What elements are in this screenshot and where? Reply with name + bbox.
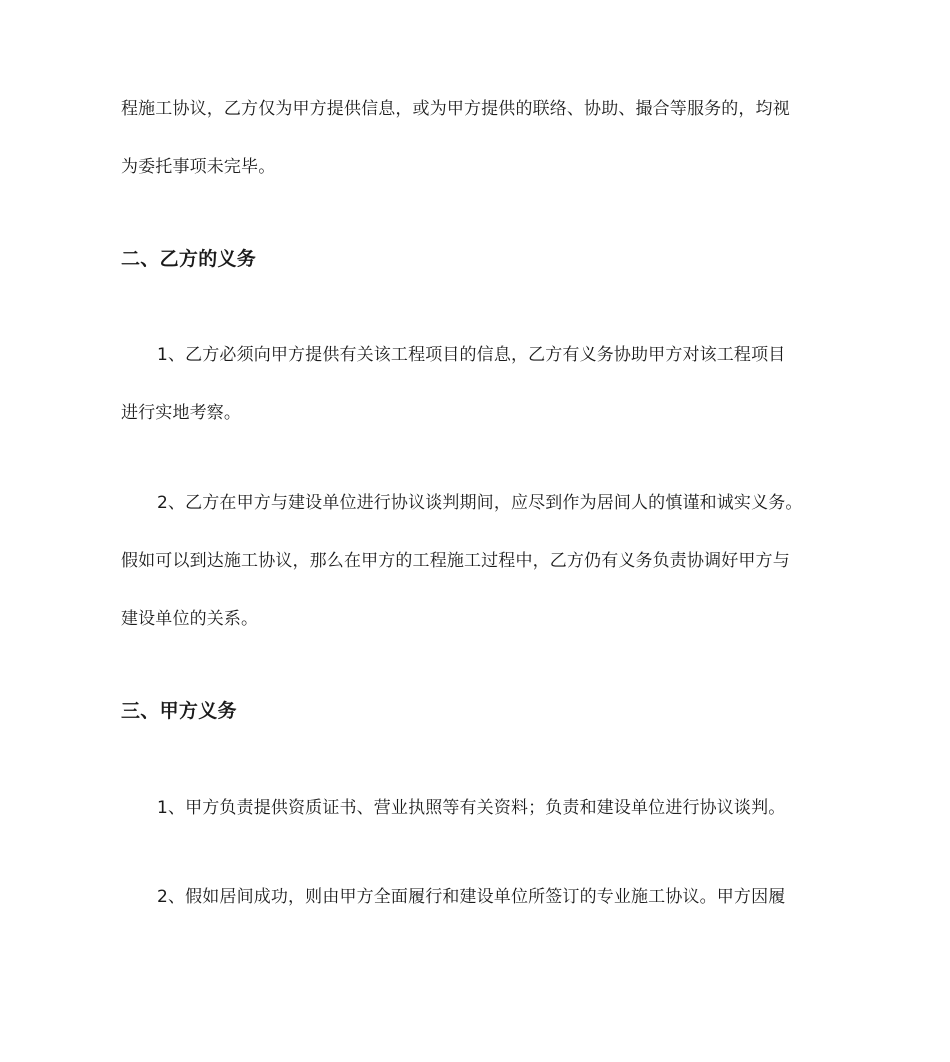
section2-item2-line-1: 2、乙方在甲方与建设单位进行协议谈判期间，应尽到作为居间人的慎谨和诚实义务。 (157, 493, 803, 513)
section2-item1-line-1: 1、乙方必须向甲方提供有关该工程项目的信息，乙方有义务协助甲方对该工程项目 (157, 345, 786, 365)
section-heading-party-b-obligations: 二、乙方的义务 (121, 248, 257, 270)
section3-item2-line-1: 2、假如居间成功，则由甲方全面履行和建设单位所签订的专业施工协议。甲方因履 (157, 887, 786, 907)
section2-item2-line-3: 建设单位的关系。 (121, 609, 259, 629)
section2-item2-line-2: 假如可以到达施工协议，那么在甲方的工程施工过程中，乙方仍有义务负责协调好甲方与 (121, 551, 790, 571)
paragraph-continuation-line-2: 为委托事项未完毕。 (121, 157, 276, 177)
section3-item1-line-1: 1、甲方负责提供资质证书、营业执照等有关资料；负责和建设单位进行协议谈判。 (157, 798, 786, 818)
section2-item1-line-2: 进行实地考察。 (121, 403, 242, 423)
section-heading-party-a-obligations: 三、甲方义务 (121, 700, 237, 722)
paragraph-continuation-line-1: 程施工协议，乙方仅为甲方提供信息，或为甲方提供的联络、协助、撮合等服务的，均视 (121, 99, 790, 119)
